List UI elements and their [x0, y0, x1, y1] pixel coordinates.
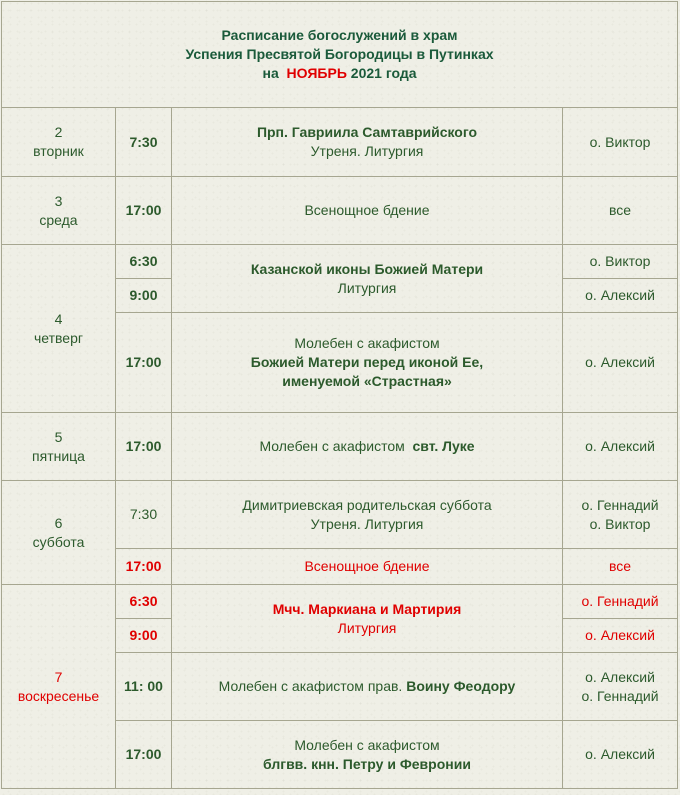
priest-line: о. Геннадий — [581, 496, 659, 513]
service-subtitle: Утреня. Литургия — [310, 143, 424, 159]
day-cell-4 — [2, 245, 116, 413]
priest-cell: о. Виктор — [563, 108, 678, 177]
day-name: пятница — [32, 447, 85, 464]
priest-line: о. Виктор — [589, 515, 651, 532]
service-subtitle: Литургия — [337, 279, 397, 296]
header-row — [2, 2, 678, 108]
service-time: 17:00 — [116, 549, 172, 585]
day-name: воскресенье — [17, 687, 100, 704]
day-name: суббота — [32, 533, 85, 550]
service-cell — [172, 721, 563, 789]
service-title: Прп. Гавриила Самтаврийского — [256, 124, 478, 140]
service-line: блгвв. кнн. Петру и Февронии — [263, 755, 471, 772]
day-cell-7 — [2, 585, 116, 789]
priest-cell — [563, 481, 678, 549]
header-line1: Расписание богослужений в храм — [221, 27, 458, 43]
priest-cell: о. Виктор — [563, 245, 678, 279]
priest-cell: о. Алексий — [563, 619, 678, 653]
service-line: Димитриевская родительская суббота — [242, 496, 492, 513]
header-prefix: на — [262, 65, 279, 81]
priest-line: о. Геннадий — [581, 687, 659, 704]
priest-cell: о. Геннадий — [563, 585, 678, 619]
service-cell — [172, 481, 563, 549]
service-bold: Воину Феодору — [406, 678, 516, 694]
priest-cell: о. Алексий — [563, 279, 678, 313]
service-time: 7:30 — [116, 108, 172, 177]
header-month: НОЯБРЬ — [286, 65, 347, 81]
day-name: четверг — [34, 329, 83, 346]
day-number: 7 — [54, 668, 63, 685]
service-title: Мчч. Маркиана и Мартирия — [272, 600, 462, 617]
day-cell-3 — [2, 177, 116, 245]
day-cell-2 — [2, 108, 116, 177]
service-plain: Молебен с акафистом прав. — [218, 678, 403, 694]
day-cell-5 — [2, 413, 116, 481]
service-bold: свт. Луке — [412, 438, 475, 454]
service-cell: Всенощное бдение — [172, 177, 563, 245]
service-subtitle: Литургия — [337, 619, 397, 636]
service-time: 6:30 — [116, 245, 172, 279]
day-number: 6 — [54, 514, 63, 531]
service-cell — [172, 108, 563, 177]
service-time: 17:00 — [116, 313, 172, 413]
schedule-header — [2, 2, 678, 108]
service-cell — [172, 413, 563, 481]
service-cell — [172, 585, 563, 653]
day-cell-6 — [2, 481, 116, 585]
day-number: 2 — [54, 124, 63, 140]
priest-cell — [563, 653, 678, 721]
day-row-3 — [2, 177, 678, 245]
service-title: Казанской иконы Божией Матери — [250, 260, 484, 277]
service-line: Утреня. Литургия — [310, 515, 424, 532]
service-cell: Всенощное бдение — [172, 549, 563, 585]
service-line: Божией Матери перед иконой Ее, — [250, 354, 484, 370]
day-row-2 — [2, 108, 678, 177]
service-time: 6:30 — [116, 585, 172, 619]
service-line: Молебен с акафистом — [294, 335, 440, 351]
header-line3 — [6, 64, 673, 83]
day-row-6a — [2, 481, 678, 549]
service-time: 7:30 — [116, 481, 172, 549]
priest-cell: все — [563, 549, 678, 585]
header-suffix: 2021 года — [350, 65, 417, 81]
day-name: среда — [39, 211, 78, 228]
service-cell — [172, 245, 563, 313]
day-number: 5 — [54, 428, 63, 445]
priest-cell: все — [563, 177, 678, 245]
day-number: 3 — [54, 192, 63, 209]
service-time: 11: 00 — [116, 653, 172, 721]
priest-cell: о. Алексий — [563, 313, 678, 413]
priest-line: о. Алексий — [585, 668, 655, 685]
service-time: 9:00 — [116, 279, 172, 313]
service-cell — [172, 313, 563, 413]
service-time: 9:00 — [116, 619, 172, 653]
day-row-5 — [2, 413, 678, 481]
service-time: 17:00 — [116, 413, 172, 481]
service-line: именуемой «Страстная» — [282, 373, 452, 389]
service-time: 17:00 — [116, 177, 172, 245]
service-cell — [172, 653, 563, 721]
day-row-7a — [2, 585, 678, 619]
service-time: 17:00 — [116, 721, 172, 789]
service-plain: Молебен с акафистом — [259, 438, 405, 454]
day-name: вторник — [33, 143, 84, 159]
service-line: Молебен с акафистом — [294, 736, 440, 753]
day-number: 4 — [54, 310, 63, 327]
priest-cell: о. Алексий — [563, 413, 678, 481]
schedule-table — [1, 1, 678, 789]
day-row-4a — [2, 245, 678, 279]
priest-cell: о. Алексий — [563, 721, 678, 789]
header-line2: Успения Пресвятой Богородицы в Путинках — [185, 46, 494, 62]
